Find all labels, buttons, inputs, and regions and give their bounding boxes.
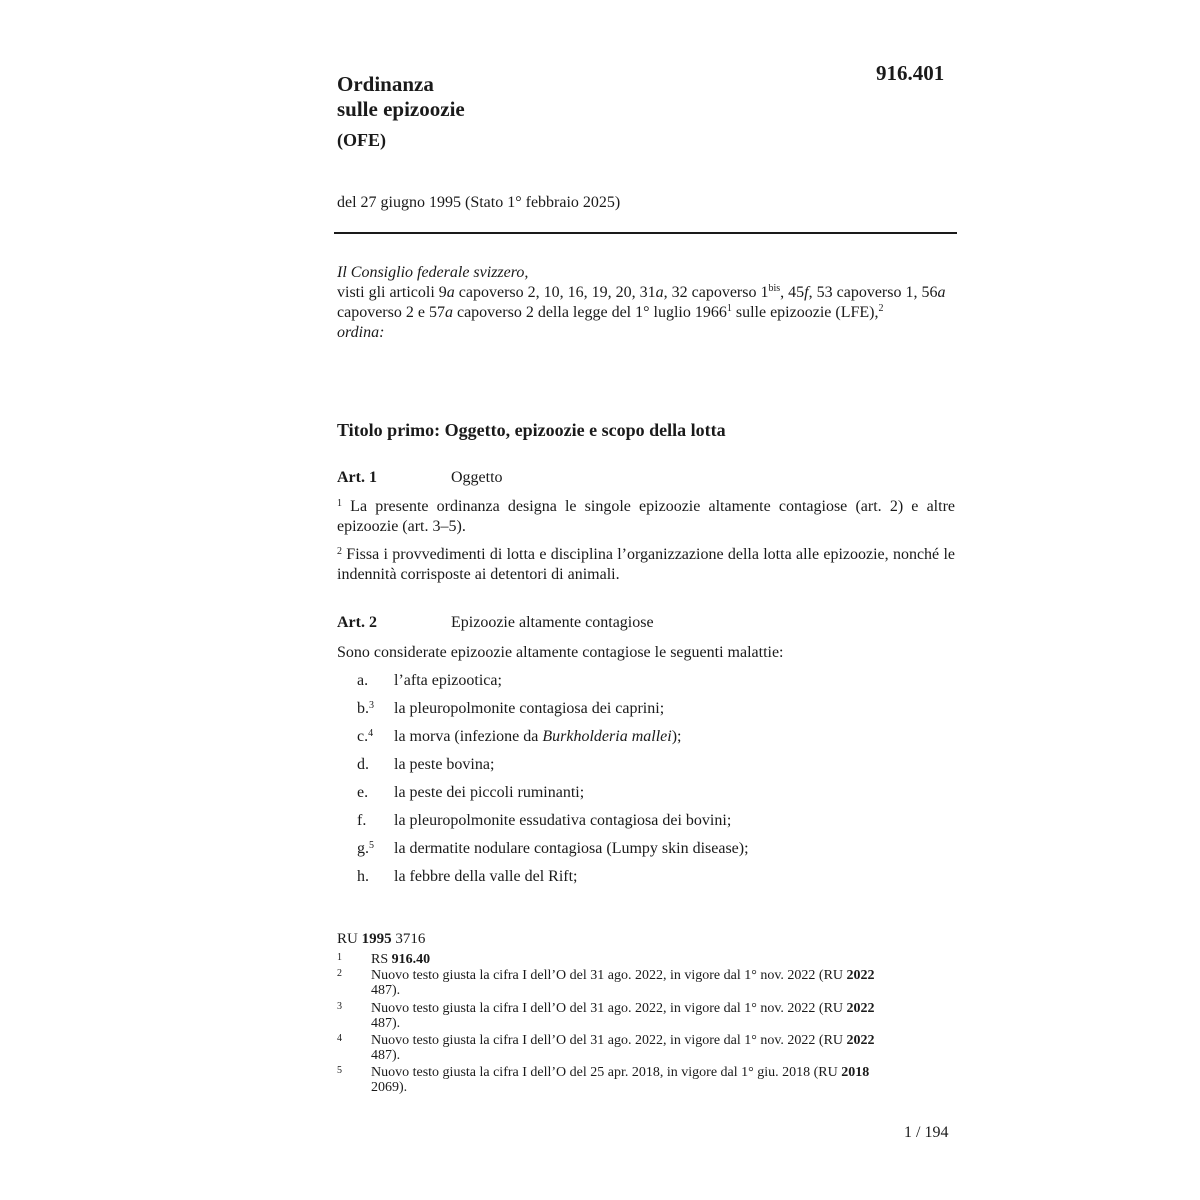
ru-prefix: RU [337, 931, 362, 947]
list-text: la peste dei piccoli ruminanti; [394, 784, 585, 801]
list-item [357, 868, 957, 886]
footnote-text-part: Nuovo testo giusta la cifra I dell’O del 25 apr. 2018, in vigore dal 1° giu. 2018 (RU [371, 1065, 842, 1080]
title-abbreviation: (OFE) [337, 130, 386, 150]
list-letter: h. [357, 868, 369, 885]
footnote [337, 1033, 897, 1063]
official-collection-reference [337, 931, 425, 948]
header-divider [334, 232, 957, 234]
list-text: la dermatite nodulare contagiosa (Lumpy skin disease); [394, 840, 749, 857]
footnote-text-part: RS [371, 952, 392, 967]
list-text: la pleuropolmonite contagiosa dei caprini; [394, 700, 665, 717]
list-label [357, 700, 394, 718]
footnote-bold: 2022 [846, 968, 875, 983]
footnote [337, 968, 897, 998]
list-letter: e. [357, 784, 369, 801]
footnote-text [371, 1001, 897, 1031]
paragraph-text: La presente ordinanza designa le singole epizoozie altamente contagiose (art. 2) e altre epizoozie (art. 3–5). [337, 498, 955, 535]
list-item [357, 784, 957, 802]
list-text: la febbre della valle del Rift; [394, 868, 578, 885]
paragraph-number: 2 [337, 546, 342, 557]
section-title: Titolo primo: Oggetto, epizoozie e scopo della lotta [337, 420, 726, 440]
basis-text: capoverso 2 della legge del 1° luglio 1966 [452, 304, 727, 321]
list-letter: a. [357, 672, 369, 689]
list-text: la pleuropolmonite essudativa contagiosa dei bovini; [394, 812, 732, 829]
footnote [337, 1001, 897, 1031]
sr-number: 916.401 [876, 61, 945, 85]
list-letter: g. [357, 840, 369, 857]
list-item [357, 728, 957, 746]
list-label [357, 728, 394, 746]
footnote-text-part: 487). [371, 983, 401, 998]
basis-superscript: bis [768, 283, 781, 294]
basis-text: capoverso 2 e 57 [337, 304, 445, 321]
ru-year: 1995 [361, 931, 392, 947]
basis-text: , 45 [780, 284, 805, 301]
paragraph-text: Fissa i provvedimenti di lotta e disciplina l’organizzazione della lotta alle epizoozie, nonché le indennità corrisposte ai detentori di animali. [337, 546, 955, 583]
title-line-2: sulle epizoozie [337, 97, 465, 121]
footnote-text [371, 1065, 897, 1095]
footnote-bold: 2018 [841, 1065, 870, 1080]
list-text: la peste bovina; [394, 756, 495, 773]
list-item [357, 812, 957, 830]
basis-italic: a [444, 304, 453, 321]
article-1-paragraph-1 [337, 497, 955, 537]
footnote-text-part: Nuovo testo giusta la cifra I dell’O del 31 ago. 2022, in vigore dal 1° nov. 2022 (RU [371, 968, 847, 983]
footnote-text-part: Nuovo testo giusta la cifra I dell’O del 31 ago. 2022, in vigore dal 1° nov. 2022 (RU [371, 1001, 847, 1016]
title-line-1: Ordinanza [337, 72, 434, 96]
list-letter: b. [357, 700, 369, 717]
list-item [357, 700, 957, 718]
article-number: Art. 2 [337, 614, 377, 631]
footnote-number: 3 [337, 1001, 342, 1012]
basis-italic: a [446, 284, 455, 301]
article-1-paragraph-2 [337, 545, 955, 585]
article-1-heading [337, 469, 503, 487]
list-item [357, 840, 957, 858]
list-label [357, 672, 394, 690]
footnote-number: 2 [337, 968, 342, 979]
list-text: la morva (infezione da [394, 728, 543, 745]
basis-italic: f [804, 284, 809, 301]
preamble-legal-basis [337, 283, 957, 323]
list-label [357, 868, 394, 886]
footnote-bold: 916.40 [391, 952, 431, 967]
footnote-text-part: 2069). [371, 1080, 408, 1095]
footnote-number: 5 [337, 1065, 342, 1076]
document-date: del 27 giugno 1995 (Stato 1° febbraio 2025) [337, 194, 621, 211]
basis-text: visti gli articoli 9 [337, 284, 447, 301]
list-letter: c. [357, 728, 369, 745]
footnote-text [371, 1033, 897, 1063]
footnote-ref[interactable]: 1 [726, 303, 732, 314]
basis-italic: a [655, 284, 664, 301]
footnote-text [371, 952, 897, 967]
page-number: 1 / 194 [904, 1124, 949, 1141]
article-2-intro: Sono considerate epizoozie altamente contagiose le seguenti malattie: [337, 644, 784, 661]
list-label [357, 840, 394, 858]
footnote-ref[interactable]: 3 [369, 700, 374, 711]
ru-page: 3716 [391, 931, 426, 947]
footnote-ref[interactable]: 5 [369, 840, 374, 851]
list-text-italic: Burkholderia mallei [542, 728, 672, 745]
footnote-number: 4 [337, 1033, 342, 1044]
preamble-decrees: ordina: [337, 324, 385, 341]
preamble-authority: Il Consiglio federale svizzero, [337, 264, 529, 281]
footnote-text-part: 487). [371, 1016, 401, 1031]
list-letter: f. [357, 812, 367, 829]
article-title: Epizoozie altamente contagiose [451, 614, 654, 631]
basis-text: , 53 capoverso 1, 56 [808, 284, 938, 301]
footnote-ref[interactable]: 2 [878, 303, 884, 314]
list-label [357, 812, 394, 830]
footnote-text-part: Nuovo testo giusta la cifra I dell’O del 31 ago. 2022, in vigore dal 1° nov. 2022 (RU [371, 1033, 847, 1048]
list-letter: d. [357, 756, 369, 773]
footnote-ref[interactable]: 4 [368, 728, 374, 739]
footnote [337, 1065, 897, 1095]
document-title [337, 72, 465, 122]
list-item [357, 756, 957, 774]
article-number: Art. 1 [337, 469, 377, 486]
basis-italic: a [937, 284, 946, 301]
footnote-bold: 2022 [846, 1033, 875, 1048]
preamble [337, 263, 957, 343]
article-2-heading [337, 614, 654, 632]
list-text: l’afta epizootica; [394, 672, 502, 689]
basis-text: , 32 capoverso 1 [663, 284, 769, 301]
footnote-text [371, 968, 897, 998]
paragraph-number: 1 [337, 498, 342, 509]
list-label [357, 784, 394, 802]
footnote-number: 1 [337, 952, 342, 963]
footnote-text-part: 487). [371, 1048, 401, 1063]
footnote-bold: 2022 [846, 1001, 875, 1016]
article-title: Oggetto [451, 469, 503, 486]
basis-text: capoverso 2, 10, 16, 19, 20, 31 [454, 284, 656, 301]
footnote [337, 952, 897, 967]
list-item [357, 672, 957, 690]
list-text: ); [671, 728, 682, 745]
list-label [357, 756, 394, 774]
basis-text: sulle epizoozie (LFE), [731, 304, 879, 321]
